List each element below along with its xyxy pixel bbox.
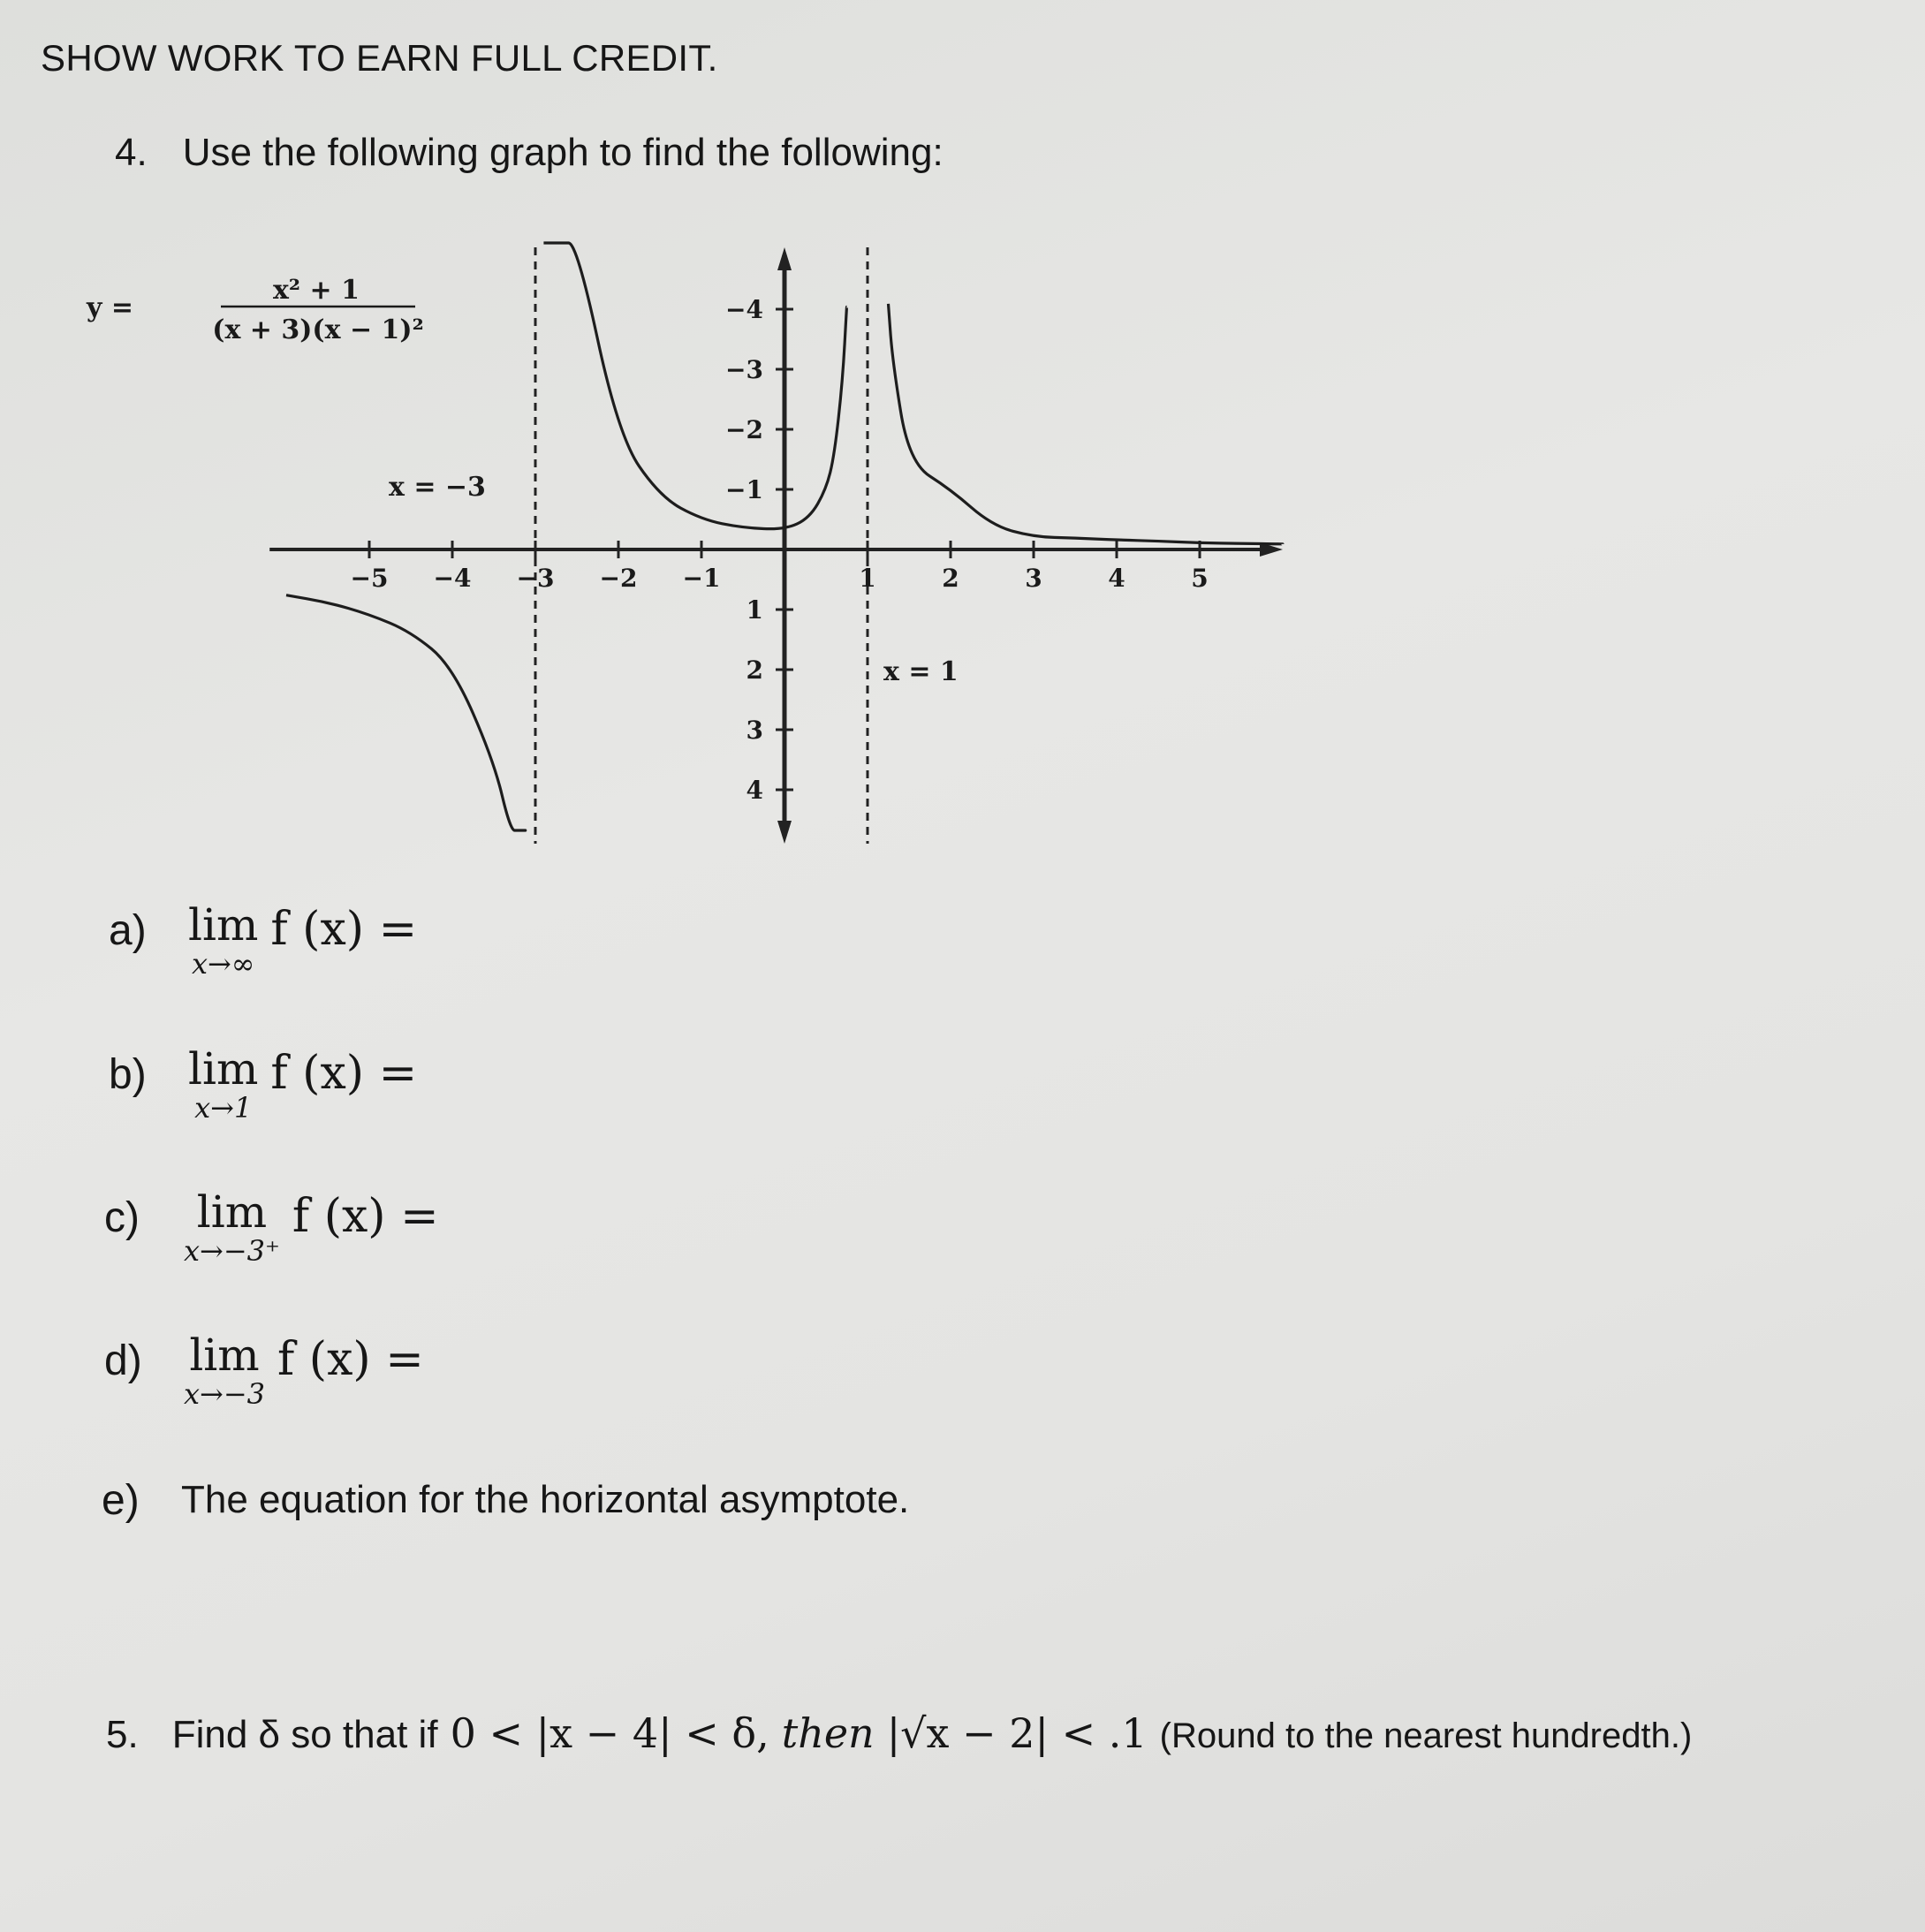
part-d-letter: d) [104,1337,142,1384]
part-e [102,1471,909,1525]
header-instruction: SHOW WORK TO EARN FULL CREDIT. [41,37,718,79]
y-tick-label: −3 [725,355,763,384]
question-4-text: Use the following graph to find the following: [182,131,944,174]
y-tick-label: −1 [725,475,763,504]
part-a-limit [188,901,258,980]
question-5-rounding-note: (Round to the nearest hundredth.) [1159,1716,1693,1755]
part-a-letter: a) [109,907,147,954]
x-tick-label: −3 [516,564,555,593]
part-d-limit [184,1331,265,1410]
graph-equation [86,275,424,345]
asymptote-label-left: x = −3 [389,472,486,503]
equation-numerator: x² + 1 [273,275,360,306]
part-a-lim-word: lim [188,899,259,951]
equation-denominator: (x + 3)(x − 1)² [212,314,424,345]
x-tick-label: 5 [1191,564,1209,593]
y-tick-label: 1 [746,595,763,625]
question-5-inequality-1: 0 < |x − 4| < δ, [450,1709,769,1757]
question-5-inequality-2: |√x − 2| < .1 [886,1709,1148,1757]
curve-left-branch [286,595,526,830]
part-a-lim-subscript: x→∞ [191,947,255,981]
asymptote-label-right: x = 1 [883,656,959,687]
part-a [109,901,417,980]
part-c-lim-subscript: x→−3⁺ [184,1234,280,1268]
x-tick-label: 2 [942,564,959,593]
part-b-lim-word: lim [188,1043,259,1095]
y-axis-arrow-top [777,247,792,270]
part-c-expression: f (x) = [292,1190,439,1243]
question-5-find-text: Find δ so that if [171,1713,438,1756]
x-tick-label: −4 [433,564,472,593]
y-axis-arrow-bottom [777,821,792,844]
part-c-limit [184,1188,280,1267]
part-c-letter: c) [104,1194,140,1241]
x-tick-label: 1 [859,564,876,593]
part-d [104,1331,424,1410]
y-tick-label: 2 [746,655,763,685]
part-c-lim-word: lim [196,1186,268,1238]
part-b [109,1045,417,1124]
part-d-lim-subscript: x→−3 [184,1377,266,1411]
curve-right-branch [889,304,1284,544]
part-a-expression: f (x) = [270,903,418,956]
y-tick-label: −2 [725,415,763,444]
part-b-letter: b) [109,1051,147,1098]
y-tick-label: 4 [746,776,763,805]
part-c [104,1188,439,1267]
part-b-lim-subscript: x→1 [194,1091,253,1125]
x-tick-label: −2 [599,564,638,593]
part-b-expression: f (x) = [270,1047,418,1100]
x-tick-label: 4 [1108,564,1125,593]
question-4 [115,131,944,175]
question-5-then: then [781,1709,875,1757]
x-tick-label: 3 [1025,564,1042,593]
part-b-limit [188,1045,258,1124]
curve-middle-branch [543,243,846,529]
equation-lhs: y = [87,292,134,323]
rational-function-graph [62,221,1299,857]
y-tick-label: 3 [746,716,763,745]
part-e-text: The equation for the horizontal asymptote. [181,1478,910,1521]
part-d-expression: f (x) = [277,1333,424,1386]
x-tick-label: −1 [682,564,721,593]
part-e-letter: e) [102,1477,140,1524]
y-tick-label: −4 [725,295,763,324]
x-tick-label: −5 [350,564,389,593]
question-5-number: 5. [106,1713,139,1756]
part-d-lim-word: lim [189,1330,260,1381]
question-4-number: 4. [115,131,148,174]
question-5 [106,1709,1692,1757]
